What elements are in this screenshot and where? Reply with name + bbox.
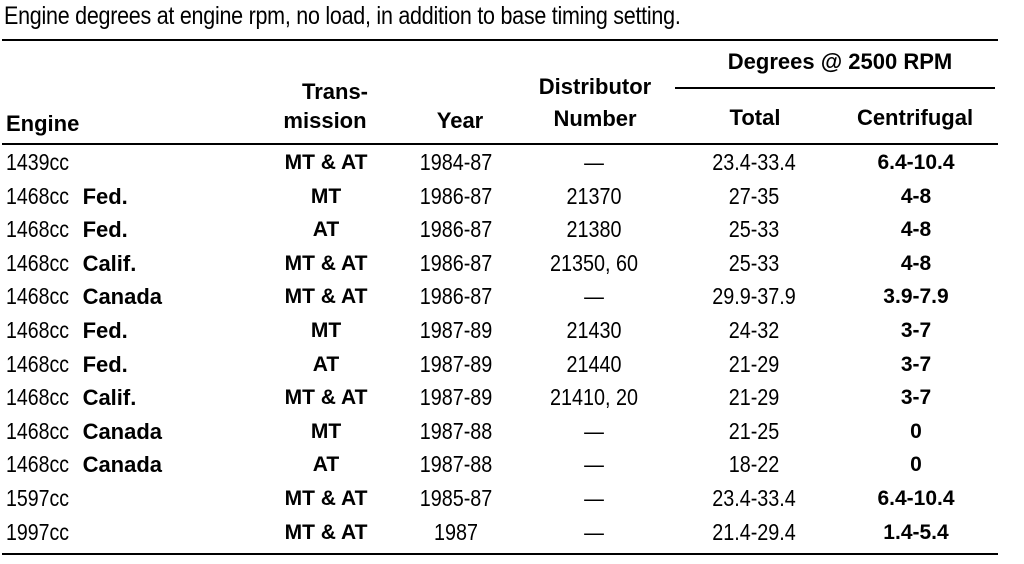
cell-centrifugal: 4-8 [900,184,932,208]
cell-transmission: MT & AT [284,251,368,275]
cell-distributor: 21430 [566,317,622,343]
cell-engine [6,180,128,213]
engine-displacement: 1468cc [6,182,70,209]
engine-market: Fed. [82,351,128,377]
cell-centrifugal: 3-7 [900,386,932,410]
cell-total: 23.4-33.4 [712,149,796,175]
table-row [0,213,1000,247]
header-transmission-line2: mission [283,108,367,133]
header-centrifugal: Centrifugal [856,105,974,130]
table-caption: Engine degrees at engine rpm, no load, in addition to base timing setting. [4,2,681,30]
cell-centrifugal: 3-7 [900,352,932,376]
cell-centrifugal: 3-7 [900,319,932,342]
cell-total: 21-25 [728,417,780,444]
cell-transmission: MT [310,419,342,443]
cell-distributor: 21440 [566,350,622,377]
engine-displacement: 1468cc [6,451,70,478]
cell-centrifugal: 6.4-10.4 [877,151,955,174]
cell-distributor: 21380 [566,216,622,243]
cell-year: 1987-88 [419,451,493,478]
cell-transmission: AT [312,352,340,376]
header-total: Total [729,105,781,130]
engine-displacement: 1468cc [6,317,70,343]
cell-year: 1987-89 [419,384,493,411]
engine-displacement: 1997cc [6,518,70,545]
cell-centrifugal: 4-8 [900,218,932,242]
engine-displacement: 1468cc [6,216,70,243]
cell-engine [6,213,128,246]
cell-transmission: MT [310,184,342,208]
cell-year: 1986-87 [419,216,493,243]
cell-year: 1984-87 [419,149,493,175]
cell-year: 1985-87 [419,485,493,511]
cell-year: 1987-89 [419,350,493,377]
cell-total: 25-33 [728,216,780,243]
header-distributor-line1: Distributor [538,74,652,99]
header-engine: Engine [6,111,80,136]
top-rule [2,39,998,41]
table-row [0,348,1000,382]
table-row [0,415,1000,449]
cell-distributor: 21370 [566,182,622,209]
cell-transmission: MT & AT [284,520,368,544]
cell-distributor: 21350, 60 [549,249,639,276]
cell-total: 23.4-33.4 [712,485,796,511]
cell-year: 1987 [433,518,479,545]
header-year: Year [436,108,484,133]
cell-engine [6,348,128,381]
table-row [0,280,1000,314]
cell-total: 21.4-29.4 [712,518,796,545]
engine-displacement: 1468cc [6,350,70,377]
cell-total: 18-22 [728,451,780,478]
table-row [0,381,1000,415]
degrees-group-rule [675,87,995,89]
engine-displacement: 1468cc [6,417,70,444]
cell-total: 21-29 [728,384,780,411]
engine-market: Calif. [82,385,137,411]
header-rule [2,143,998,145]
cell-transmission: MT & AT [284,386,368,410]
cell-distributor: — [584,518,604,545]
cell-engine [6,516,80,549]
cell-distributor: — [584,417,604,444]
cell-transmission: AT [312,218,340,242]
table-row [0,314,1000,348]
cell-engine [6,146,80,179]
cell-total: 29.9-37.9 [712,283,796,310]
cell-centrifugal: 6.4-10.4 [877,487,955,510]
cell-transmission: MT & AT [284,151,368,174]
cell-engine [6,247,136,280]
table-row [0,180,1000,214]
cell-centrifugal: 4-8 [900,251,932,275]
table-row [0,516,1000,550]
cell-centrifugal: 1.4-5.4 [883,520,949,544]
engine-market: Canada [82,452,163,478]
cell-centrifugal: 3.9-7.9 [883,285,949,309]
table-row [0,146,1000,180]
cell-engine [6,448,162,481]
cell-distributor: — [584,283,604,310]
cell-total: 25-33 [728,249,780,276]
cell-engine [6,280,162,313]
cell-distributor: — [584,485,604,511]
engine-displacement: 1597cc [6,485,70,511]
cell-year: 1987-89 [419,317,493,343]
cell-distributor: — [584,451,604,478]
cell-distributor: 21410, 20 [549,384,639,411]
engine-market: Canada [82,284,163,310]
engine-market: Fed. [82,318,128,343]
cell-year: 1986-87 [419,182,493,209]
cell-total: 21-29 [728,350,780,377]
engine-displacement: 1468cc [6,384,70,411]
header-degrees-group: Degrees @ 2500 RPM [727,49,953,74]
cell-total: 27-35 [728,182,780,209]
cell-engine [6,314,128,347]
header-transmission-line1: Trans- [301,79,369,104]
table-row [0,448,1000,482]
cell-centrifugal: 0 [910,419,922,443]
cell-total: 24-32 [728,317,780,343]
cell-transmission: MT [310,319,342,342]
cell-engine [6,415,162,448]
header-distributor-line2: Number [553,106,637,131]
cell-engine [6,482,80,515]
cell-centrifugal: 0 [910,453,922,477]
engine-market: Canada [82,418,163,444]
cell-transmission: MT & AT [284,487,368,510]
engine-market: Fed. [82,217,128,243]
engine-displacement: 1468cc [6,249,70,276]
engine-market: Calif. [82,250,137,276]
cell-year: 1986-87 [419,283,493,310]
engine-displacement: 1468cc [6,283,70,310]
table-row [0,482,1000,516]
table-row [0,247,1000,281]
cell-transmission: AT [312,453,340,477]
cell-engine [6,381,136,414]
cell-transmission: MT & AT [284,285,368,309]
engine-displacement: 1439cc [6,149,70,175]
cell-year: 1986-87 [419,249,493,276]
engine-market: Fed. [82,183,128,209]
cell-distributor: — [584,149,604,175]
bottom-rule [2,553,998,555]
cell-year: 1987-88 [419,417,493,444]
